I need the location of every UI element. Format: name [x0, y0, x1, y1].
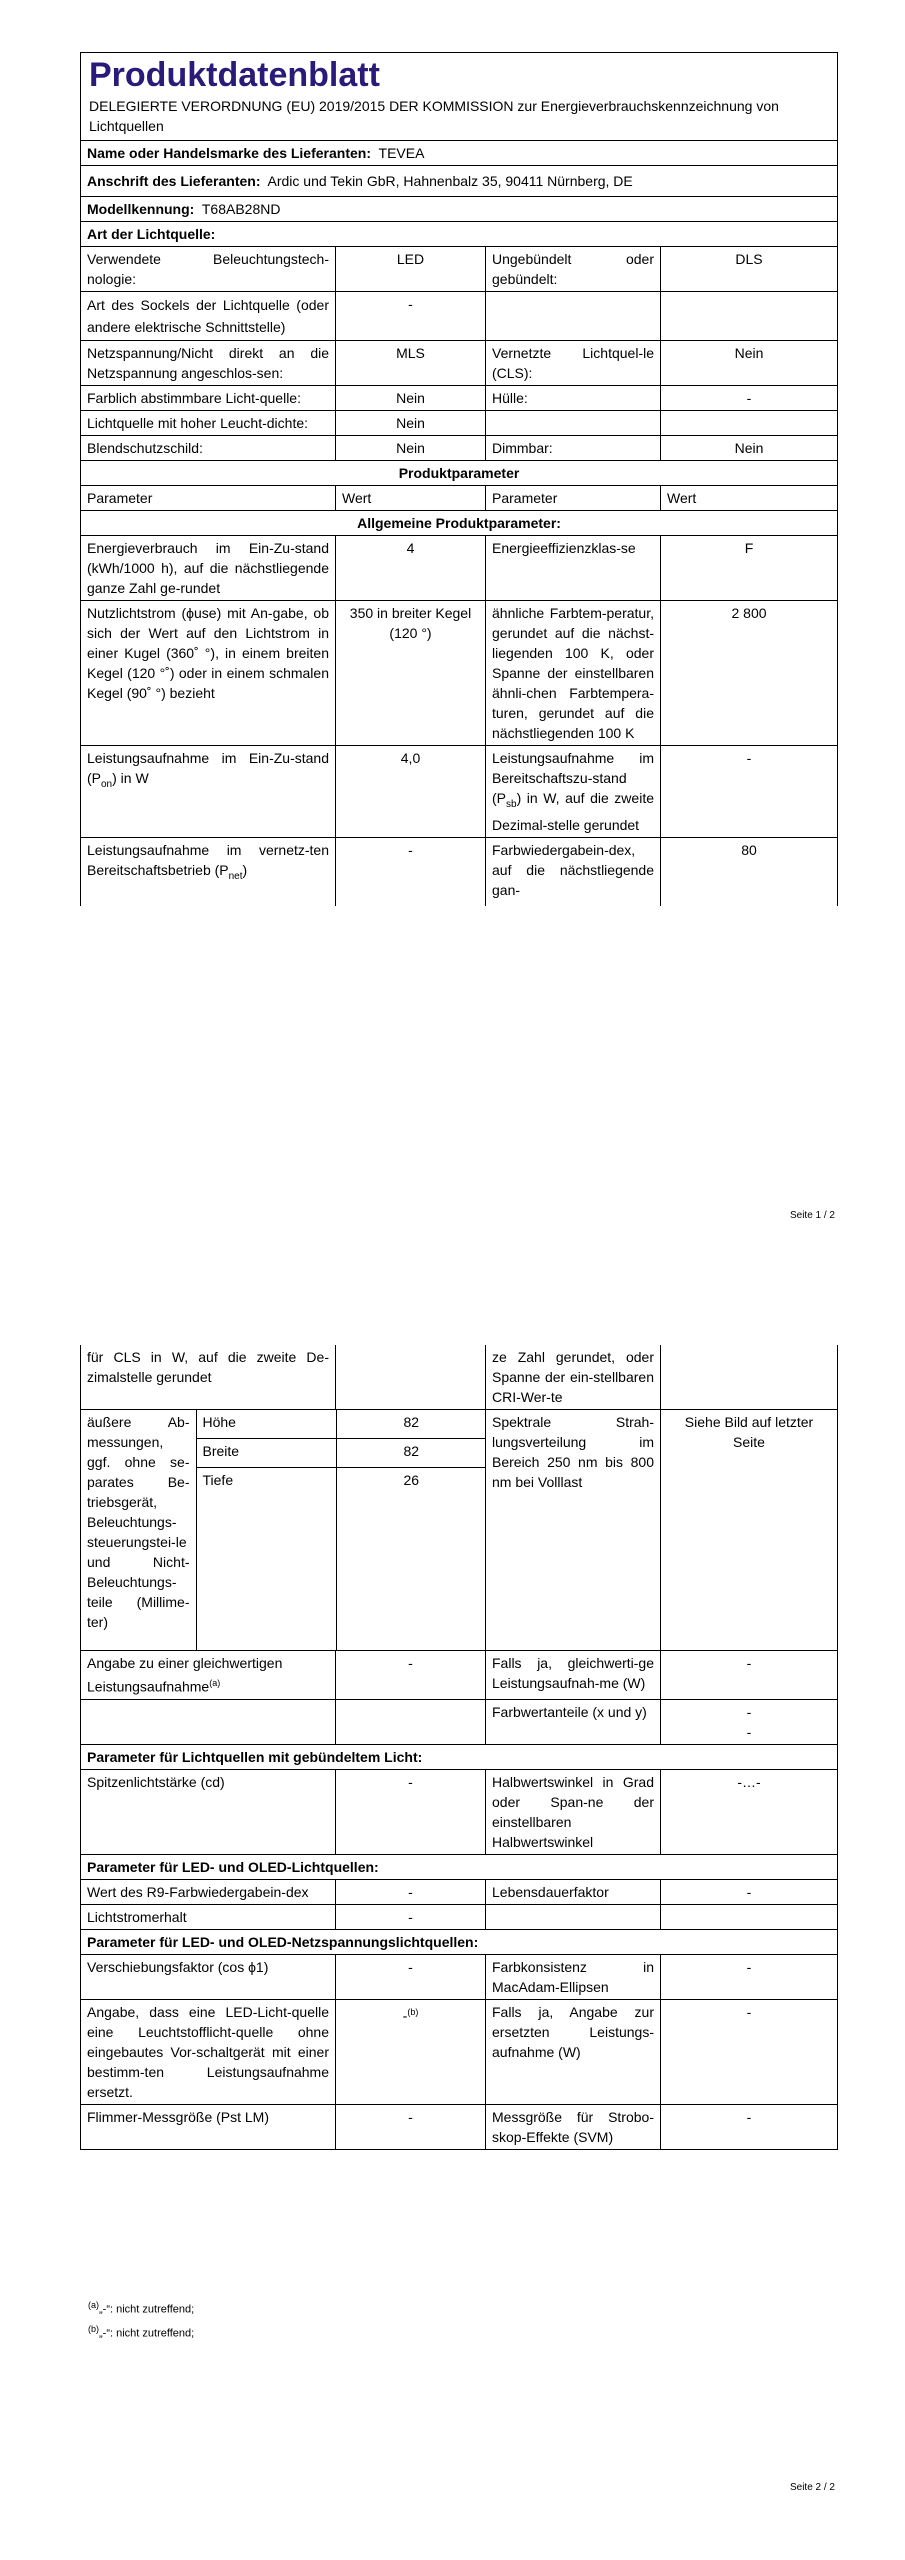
- dimensions-row: [81, 1410, 838, 1651]
- type-value-2: Nein: [661, 341, 838, 386]
- page-2: [0, 1280, 905, 2560]
- mains-row: [81, 1954, 838, 1999]
- address-value: Ardic und Tekin GbR, Hahnenbalz 35, 90411 Nürnberg, DE: [267, 173, 633, 190]
- page-number: Seite 1 / 2: [789, 1210, 835, 1221]
- type-label: Netzspannung/Nicht direkt an die Netzspannung angeschlos-sen:: [81, 341, 336, 386]
- supplier-row: [81, 141, 838, 166]
- stroboscopic-label: Messgröße für Strobo-skop-Effekte (SVM): [486, 2104, 661, 2149]
- led-heading: Parameter für LED- und OLED-Lichtquellen:: [81, 1854, 838, 1879]
- colour-consistency-label: Farbkonsistenz in MacAdam-Ellipsen: [486, 1954, 661, 1999]
- dim-value-height: 82: [336, 1410, 486, 1438]
- replacement-power-value: -: [661, 1999, 838, 2104]
- light-source-type-heading: Art der Lichtquelle:: [81, 222, 838, 247]
- datasheet-table-page2: [80, 1345, 838, 2150]
- param-value-2: 80: [661, 838, 838, 907]
- param-label-2: ähnliche Farbtem-peratur, gerundet auf die nächst-liegenden 100 K, oder Spanne der einstellbaren ähnli-chen Farbtempera-turen, gerundet auf die nächstliegenden 100 K: [486, 601, 661, 746]
- colour-consistency-value: -: [661, 1954, 838, 1999]
- r9-label: Wert des R9-Farbwiedergabein-dex: [81, 1879, 336, 1904]
- chromaticity-row: [81, 1699, 838, 1744]
- survival-factor-value: -: [661, 1879, 838, 1904]
- mains-row: [81, 2104, 838, 2149]
- equivalent-power-value: -: [336, 1651, 486, 1700]
- param-value-2: -: [661, 746, 838, 838]
- general-row: [81, 838, 838, 907]
- dim-label-width: Breite: [196, 1438, 336, 1467]
- param-value: [336, 1345, 486, 1410]
- displacement-factor-value: -: [336, 1954, 486, 1999]
- general-row: [81, 746, 838, 838]
- param-value: 4: [336, 536, 486, 601]
- dim-label-height: Höhe: [196, 1410, 336, 1438]
- param-value-2: [661, 1345, 838, 1410]
- param-label: für CLS in W, auf die zweite De-zimalstelle gerundet: [81, 1345, 336, 1410]
- spectral-value: Siehe Bild auf letzter Seite: [661, 1410, 838, 1651]
- equivalent-power-row: [81, 1651, 838, 1700]
- type-value-2: DLS: [661, 247, 838, 292]
- param-label: Nutzlichtstrom (ϕuse) mit An-gabe, ob sich der Wert auf den Lichtstrom in einer Kugel (360˚ °), in einem breiten Kegel (120 °˚) oder in einem schmalen Kegel (90˚ °) bezieht: [81, 601, 336, 746]
- equivalent-power-2-label: Falls ja, gleichwerti-ge Leistungsaufnah-me (W): [486, 1651, 661, 1700]
- param-label-2: Leistungsaufnahme im Bereitschaftszu-stand $(P_{sb})$ in W, auf die zweite Dezimal-stelle gerundet: [486, 746, 661, 838]
- model-row: [81, 197, 838, 222]
- type-value-2: [661, 292, 838, 341]
- supplier-label: Name oder Handelsmarke des Lieferanten:: [87, 145, 371, 162]
- type-label-2: Ungebündelt oder gebündelt:: [486, 247, 661, 292]
- type-label-2: [486, 411, 661, 436]
- continued-row: [81, 1345, 838, 1410]
- type-label: Blendschutzschild:: [81, 436, 336, 461]
- equivalent-power-label: Angabe zu einer gleichwertigen Leistungsaufnahme$^{(a)}$: [81, 1651, 336, 1700]
- supplier-value: TEVEA: [378, 145, 425, 162]
- displacement-factor-label: Verschiebungsfaktor (cos ϕ1): [81, 1954, 336, 1999]
- type-label: Verwendete Beleuchtungstech-nologie:: [81, 247, 336, 292]
- led-row: [81, 1904, 838, 1929]
- dimensions-subtable: [81, 1410, 486, 1650]
- param-label-2: Energieeffizienzklas-se: [486, 536, 661, 601]
- chromaticity-value: - -: [661, 1699, 838, 1744]
- directional-heading: Parameter für Lichtquellen mit gebündeltem Licht:: [81, 1744, 838, 1769]
- type-value: Nein: [336, 436, 486, 461]
- type-value-2: [661, 411, 838, 436]
- param-value-2: 2 800: [661, 601, 838, 746]
- param-label: Leistungsaufnahme im Ein-Zu-stand $(P_{on})$ in W: [81, 746, 336, 838]
- datasheet-table-page1: [80, 52, 838, 906]
- mains-heading: Parameter für LED- und OLED-Netzspannungslichtquellen:: [81, 1929, 838, 1954]
- footnote-b: $^{(b)}$„-“: nicht zutreffend;: [88, 2324, 195, 2340]
- dim-value-width: 82: [336, 1438, 486, 1467]
- type-label-2: Dimmbar:: [486, 436, 661, 461]
- address-row: [81, 166, 838, 197]
- peak-intensity-value: -: [336, 1769, 486, 1854]
- param-label-2: ze Zahl gerundet, oder Spanne der ein-stellbaren CRI-Wer-te: [486, 1345, 661, 1410]
- model-value: T68AB28ND: [201, 201, 281, 218]
- address-label: Anschrift des Lieferanten:: [87, 173, 261, 190]
- general-params-heading: Allgemeine Produktparameter:: [81, 511, 838, 536]
- stroboscopic-value: -: [661, 2104, 838, 2149]
- equivalent-power-2-value: -: [661, 1651, 838, 1700]
- directional-row: [81, 1769, 838, 1854]
- dimensions-label: äußere Ab-messungen, ggf. ohne se-parates Be-triebsgerät, Beleuchtungs-steuerungstei-le und Nicht-Beleuchtungs-teile (Millime-ter): [81, 1410, 196, 1650]
- spectral-label: Spektrale Strah-lungsverteilung im Bereich 250 nm bis 800 nm bei Volllast: [486, 1410, 661, 1651]
- peak-intensity-label: Spitzenlichtstärke (cd): [81, 1769, 336, 1854]
- type-label-2: Vernetzte Lichtquel-le (CLS):: [486, 341, 661, 386]
- type-value: -: [336, 292, 486, 341]
- param-label-2: Farbwiedergabein-dex, auf die nächstliegende gan-: [486, 838, 661, 907]
- replacement-value: -$^{(b)}$: [336, 1999, 486, 2104]
- model-label: Modellkennung:: [87, 201, 195, 218]
- col-header-value-2: Wert: [661, 486, 838, 511]
- beam-angle-value: -…-: [661, 1769, 838, 1854]
- column-header-row: [81, 486, 838, 511]
- lumen-maintenance-value: -: [336, 1904, 486, 1929]
- dim-label-depth: Tiefe: [196, 1468, 336, 1496]
- param-value: 350 in breiter Kegel (120 °): [336, 601, 486, 746]
- col-header-value: Wert: [336, 486, 486, 511]
- param-label: Leistungsaufnahme im vernetz-ten Bereitschaftsbetrieb $(P_{net})$: [81, 838, 336, 907]
- type-row: [81, 292, 838, 341]
- type-value: Nein: [336, 386, 486, 411]
- type-value-2: -: [661, 386, 838, 411]
- type-row: [81, 341, 838, 386]
- product-params-heading: Produktparameter: [81, 461, 838, 486]
- dim-value-depth: 26: [336, 1468, 486, 1496]
- type-label: Farblich abstimmbare Licht-quelle:: [81, 386, 336, 411]
- param-value: -: [336, 838, 486, 907]
- type-value: MLS: [336, 341, 486, 386]
- type-label-2: [486, 292, 661, 341]
- param-value: 4,0: [336, 746, 486, 838]
- col-header-param-2: Parameter: [486, 486, 661, 511]
- page-title: Produktdatenblatt: [89, 56, 380, 94]
- general-row: [81, 536, 838, 601]
- mains-row: [81, 1999, 838, 2104]
- beam-angle-label: Halbwertswinkel in Grad oder Span-ne der einstellbaren Halbwertswinkel: [486, 1769, 661, 1854]
- general-row: [81, 601, 838, 746]
- flicker-value: -: [336, 2104, 486, 2149]
- page-number: Seite 2 / 2: [789, 2482, 835, 2493]
- type-value-2: Nein: [661, 436, 838, 461]
- r9-value: -: [336, 1879, 486, 1904]
- chromaticity-label: Farbwertanteile (x und y): [486, 1699, 661, 1744]
- param-value-2: F: [661, 536, 838, 601]
- param-label: Energieverbrauch im Ein-Zu-stand (kWh/1000 h), auf die nächstliegende ganze Zahl ge-rundet: [81, 536, 336, 601]
- type-row: [81, 247, 838, 292]
- type-label: Lichtquelle mit hoher Leucht-dichte:: [81, 411, 336, 436]
- regulation-subtitle: DELEGIERTE VERORDNUNG (EU) 2019/2015 DER KOMMISSION zur Energieverbrauchskennzeichnung von Lichtquellen: [89, 98, 779, 135]
- survival-factor-label: Lebensdauerfaktor: [486, 1879, 661, 1904]
- type-row: [81, 386, 838, 411]
- type-row: [81, 436, 838, 461]
- footnote-a: $^{(a)}$„-“: nicht zutreffend;: [88, 2300, 195, 2316]
- type-row: [81, 411, 838, 436]
- led-row: [81, 1879, 838, 1904]
- type-label: Art des Sockels der Lichtquelle (oder andere elektrische Schnittstelle): [81, 292, 336, 341]
- replacement-label: Angabe, dass eine LED-Licht-quelle eine Leuchtstofflicht-quelle ohne eingebautes Vor-schaltgerät mit einer bestimm-ten Leistungsaufnahme ersetzt.: [81, 1999, 336, 2104]
- type-label-2: Hülle:: [486, 386, 661, 411]
- col-header-param: Parameter: [81, 486, 336, 511]
- type-value: LED: [336, 247, 486, 292]
- lumen-maintenance-label: Lichtstromerhalt: [81, 1904, 336, 1929]
- flicker-label: Flimmer-Messgröße (Pst LM): [81, 2104, 336, 2149]
- replacement-power-label: Falls ja, Angabe zur ersetzten Leistungs-aufnahme (W): [486, 1999, 661, 2104]
- type-value: Nein: [336, 411, 486, 436]
